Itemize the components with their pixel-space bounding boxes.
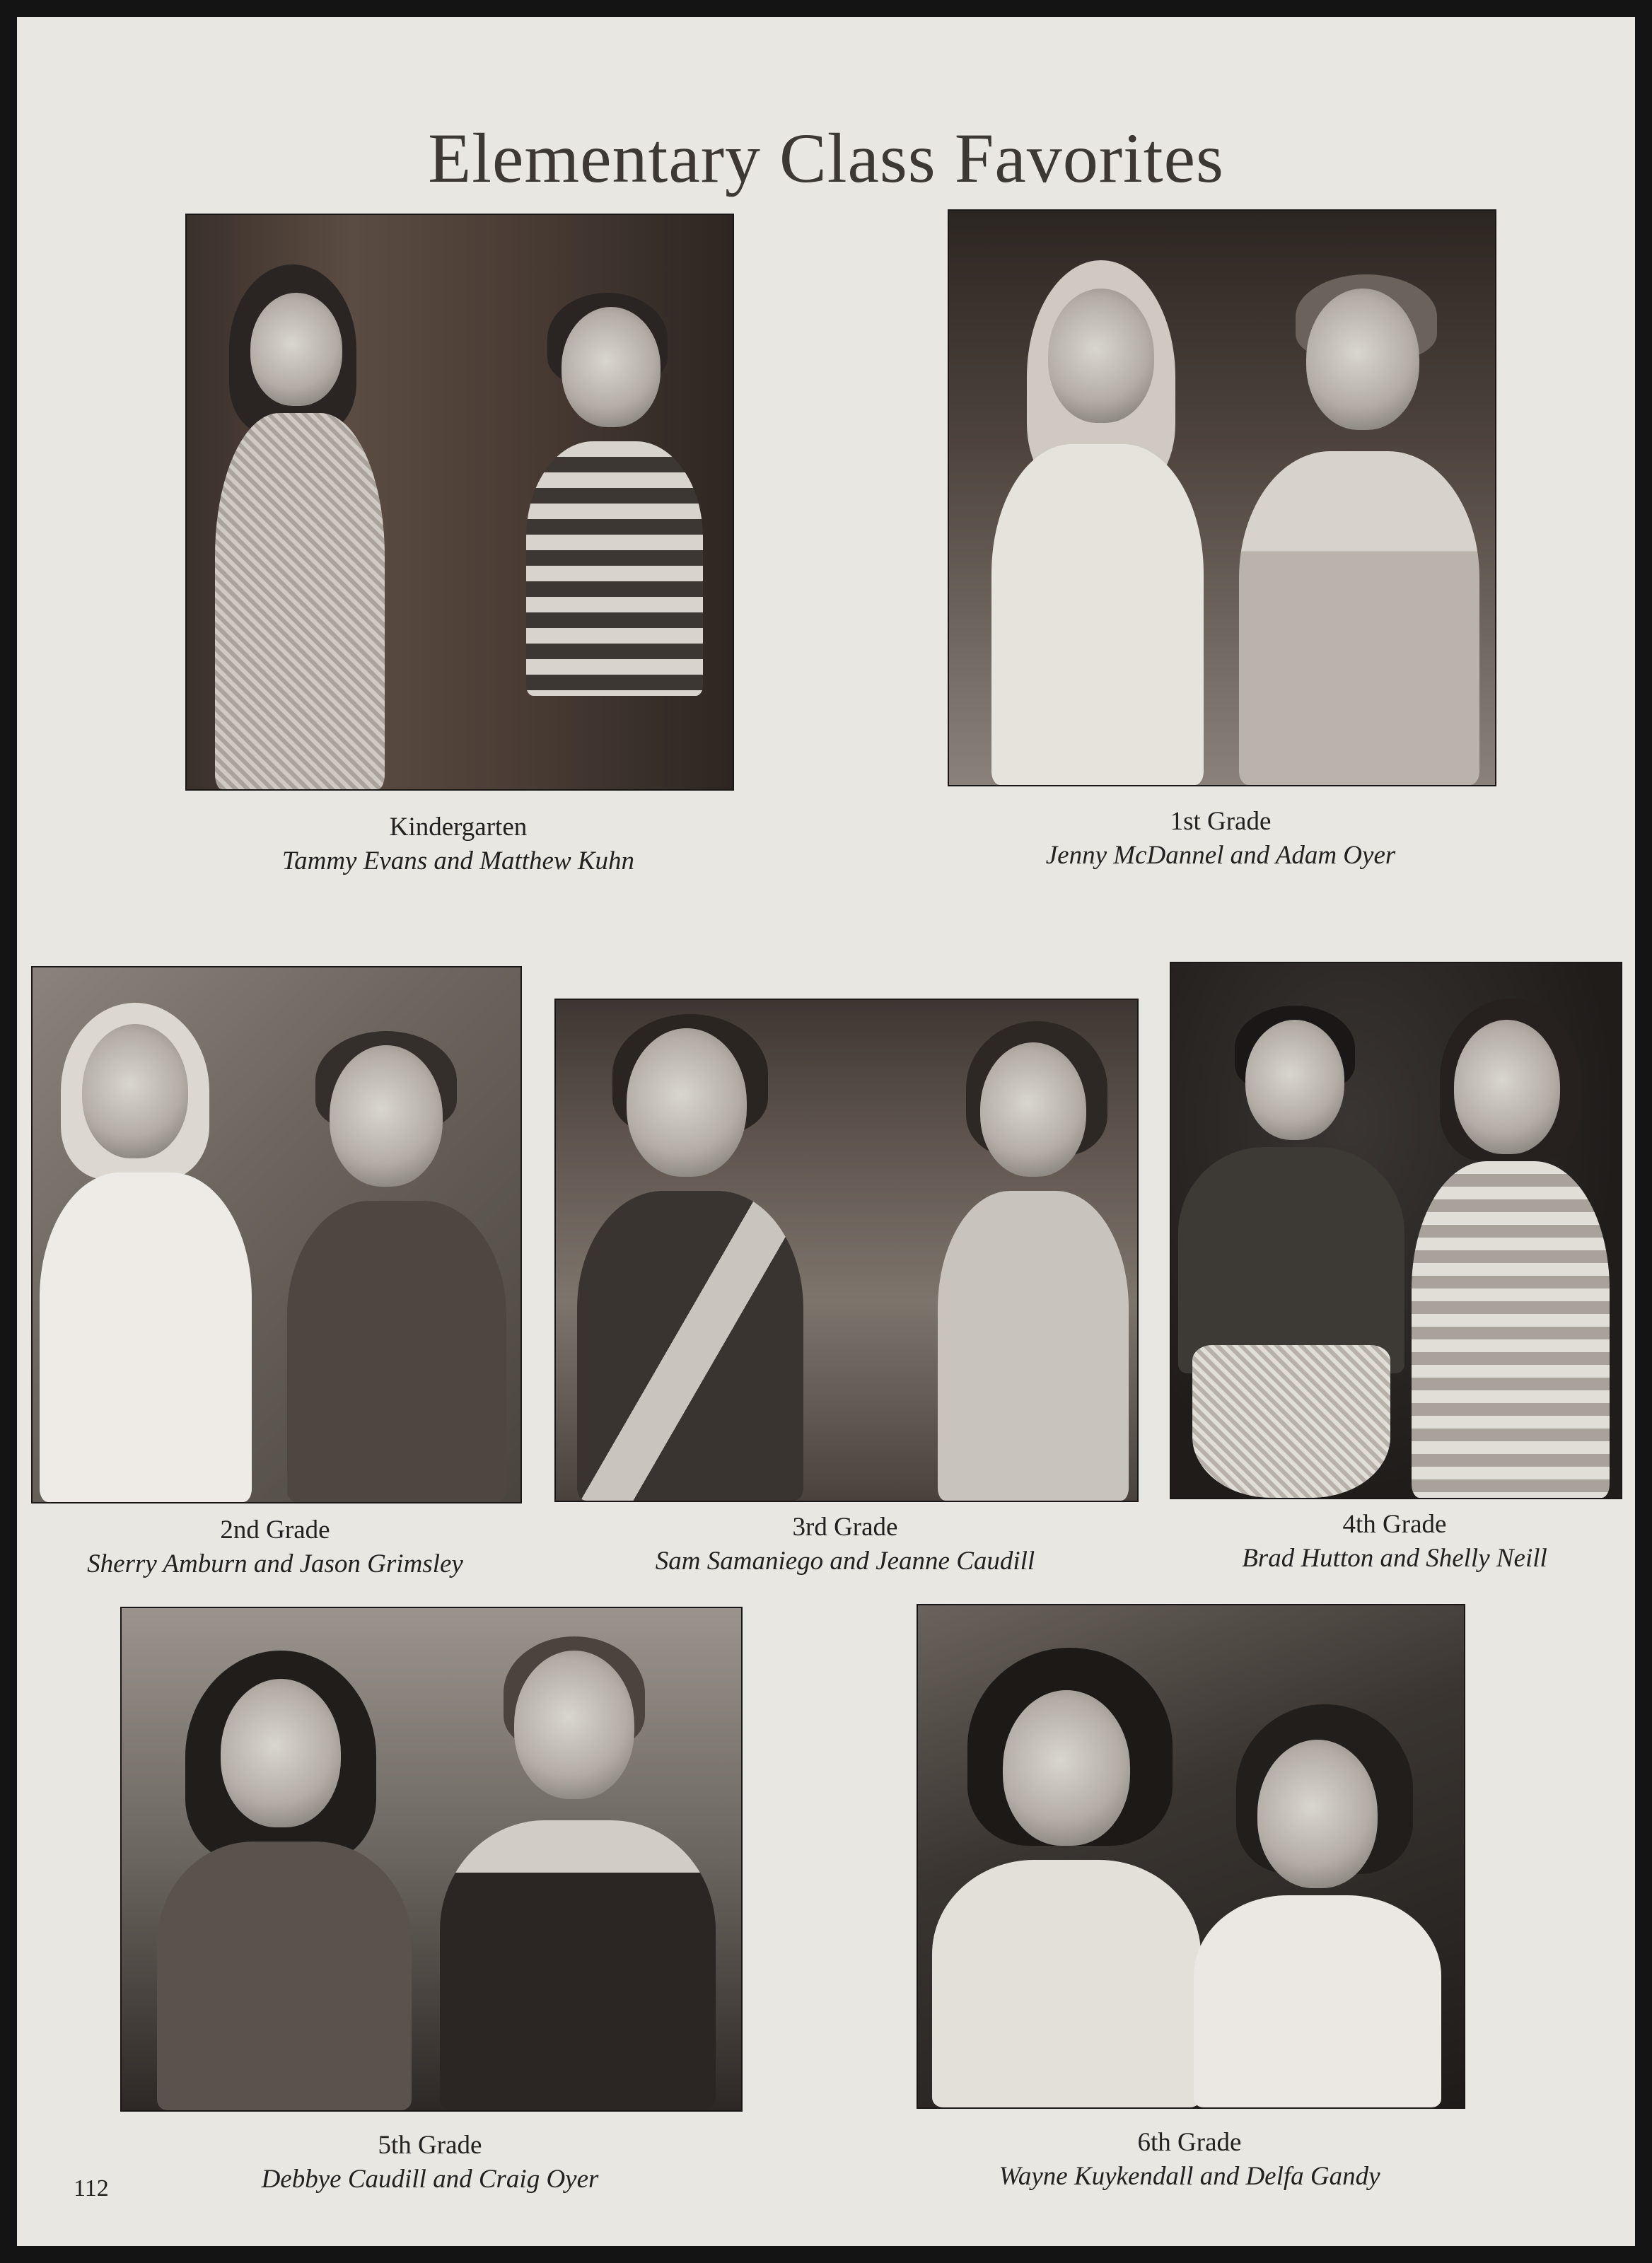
person-right	[498, 215, 724, 789]
person-right	[1225, 211, 1487, 785]
caption-names: Debbye Caudill and Craig Oyer	[261, 2165, 599, 2194]
person-left	[1178, 963, 1404, 1498]
caption-grade: 2nd Grade	[220, 1516, 330, 1544]
photo-4th-grade	[1170, 962, 1622, 1499]
person-right	[1404, 963, 1617, 1498]
person-right	[924, 1000, 1136, 1501]
page-title: Elementary Class Favorites	[428, 119, 1224, 197]
person-right	[266, 967, 513, 1502]
caption-grade: 6th Grade	[1137, 2128, 1242, 2157]
photo-6th-grade	[917, 1604, 1465, 2109]
person-left	[925, 1605, 1208, 2107]
person-right	[1180, 1605, 1455, 2107]
person-left	[201, 215, 413, 789]
caption-names: Sam Samaniego and Jeanne Caudill	[655, 1547, 1035, 1576]
caption-names: Tammy Evans and Matthew Kuhn	[281, 847, 635, 875]
yearbook-page	[17, 17, 1635, 2246]
photo-5th-grade	[120, 1607, 743, 2112]
person-left	[40, 967, 266, 1502]
caption-grade: 4th Grade	[1342, 1510, 1447, 1539]
caption-names: Wayne Kuykendall and Delfa Gandy	[999, 2162, 1380, 2191]
caption-names: Jenny McDannel and Adam Oyer	[1045, 841, 1396, 870]
person-left	[143, 1608, 426, 2110]
photo-3rd-grade	[554, 999, 1139, 1502]
caption-grade: 5th Grade	[378, 2131, 482, 2160]
caption-names: Brad Hutton and Shelly Neill	[1242, 1544, 1547, 1573]
caption-grade: 3rd Grade	[792, 1513, 898, 1542]
page-number: 112	[74, 2175, 109, 2201]
person-left	[563, 1000, 818, 1501]
caption-names: Sherry Amburn and Jason Grimsley	[87, 1549, 463, 1578]
photo-2nd-grade	[31, 966, 522, 1503]
person-right	[426, 1608, 730, 2110]
photo-kindergarten	[185, 214, 734, 791]
photo-1st-grade	[948, 209, 1496, 786]
caption-grade: 1st Grade	[1170, 807, 1272, 836]
caption-grade: Kindergarten	[389, 813, 528, 842]
person-left	[963, 211, 1218, 785]
